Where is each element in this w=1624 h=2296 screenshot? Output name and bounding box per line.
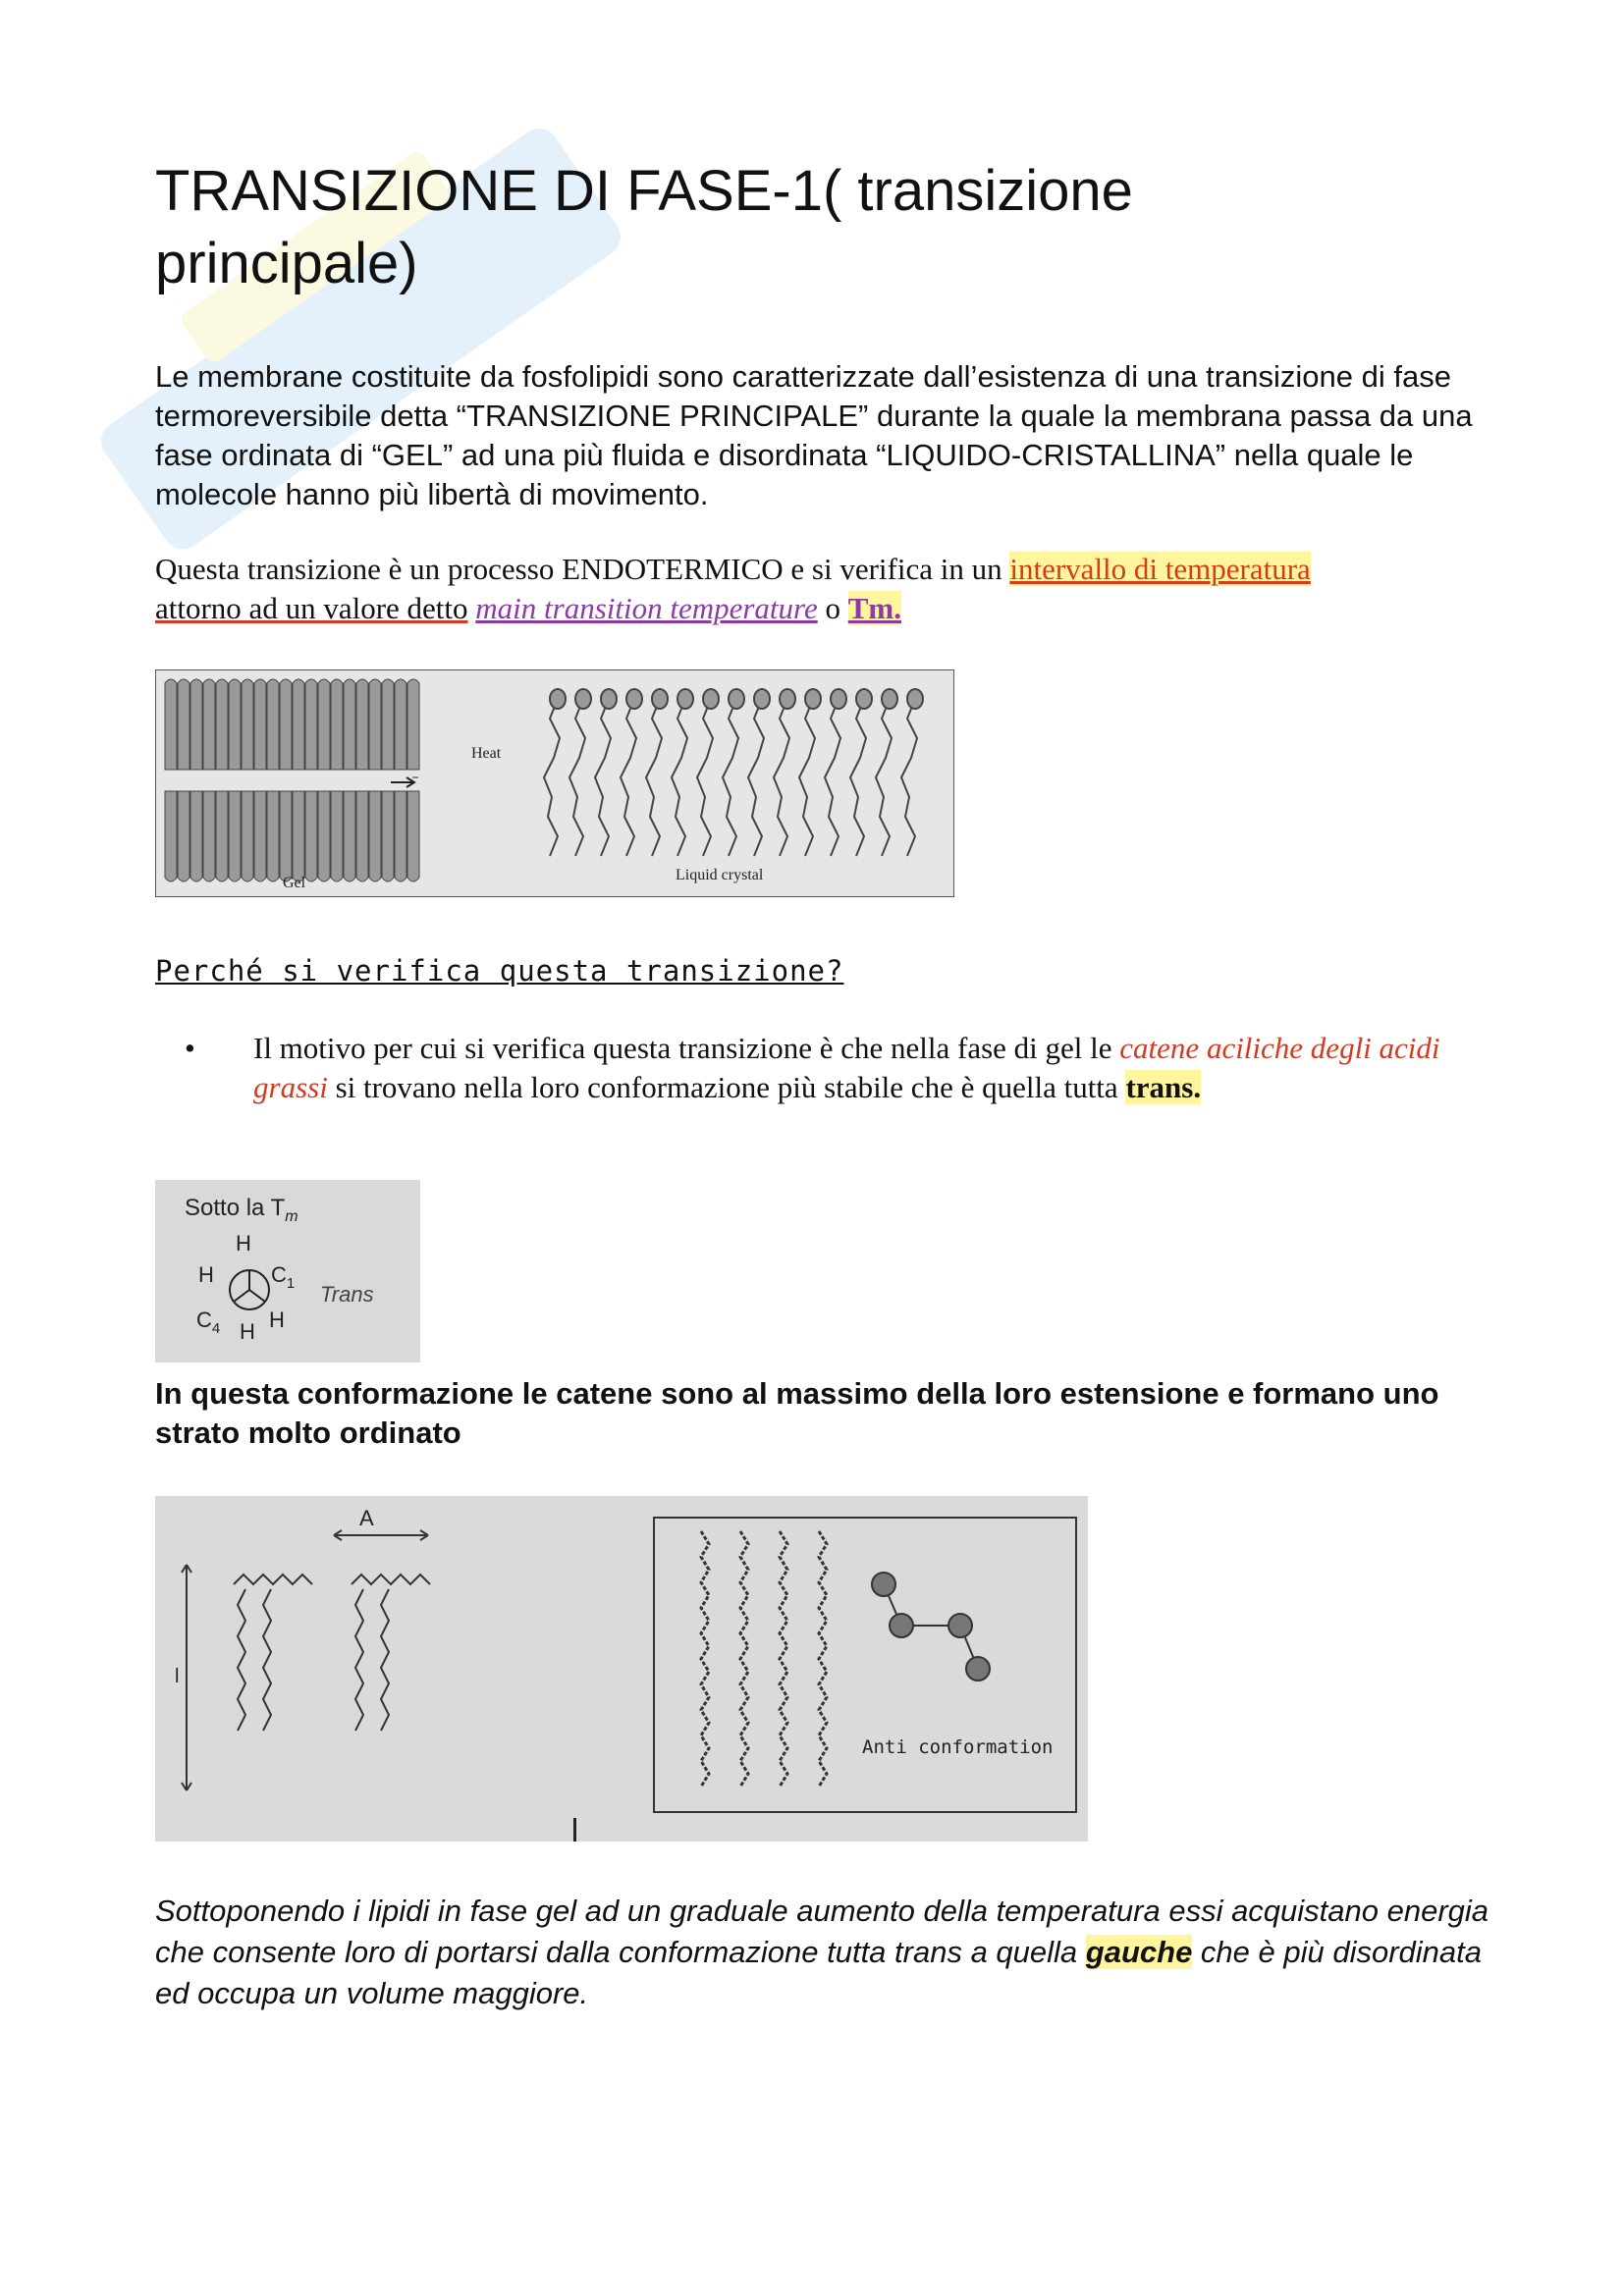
gel-lipid xyxy=(178,679,189,770)
page-title: TRANSIZIONE DI FASE-1( transizione principale) xyxy=(155,159,1133,295)
gel-lipid xyxy=(190,791,202,881)
a-dimension-arrow-icon xyxy=(334,1530,428,1540)
gel-lipid xyxy=(229,791,241,881)
liquid-crystal-head xyxy=(907,689,923,709)
l-label: l xyxy=(175,1666,180,1687)
chain-packing-figure xyxy=(155,1496,1088,1842)
liquid-crystal-label: Liquid crystal xyxy=(676,867,764,883)
gel-lipid xyxy=(305,679,317,770)
gel-label: Gel xyxy=(283,875,306,891)
liquid-crystal-head xyxy=(703,689,719,709)
gel-lipid xyxy=(395,791,406,881)
endothermic-paragraph xyxy=(155,550,1490,628)
final-text-2: che è più disordinata ed occupa un volume maggiore. xyxy=(155,1935,1483,2010)
bullet-item xyxy=(155,1029,1510,1107)
gel-liquid-crystal-diagram xyxy=(155,669,954,897)
newman-h-bottom: H xyxy=(240,1319,255,1344)
packed-chain xyxy=(819,1531,827,1787)
question-heading: Perché si verifica questa transizione? xyxy=(155,954,844,988)
gel-lipid xyxy=(254,679,266,770)
gel-lipid xyxy=(190,679,202,770)
figure-mark xyxy=(573,1818,576,1842)
gel-lipid xyxy=(165,791,177,881)
gel-lipid xyxy=(407,679,419,770)
gel-lipid xyxy=(280,679,292,770)
liquid-crystal-head xyxy=(831,689,846,709)
newman-h-left: H xyxy=(198,1262,214,1287)
gel-lipid xyxy=(407,791,419,881)
bullet-text-2: si trovano nella loro conformazione più stabile che è quella tutta xyxy=(327,1070,1126,1104)
gauche-label: gauche xyxy=(1085,1935,1193,1969)
intro-paragraph: Le membrane costituite da fosfolipidi sono caratterizzate dall’esistenza di una transizione di fase termoreversibile detta “TRANSIZIONE PRINCIPALE” durante la quale la membrana passa da una fase ordinata di “GEL” ad una più fluida e disordinata “LIQUIDO-CRISTALLINA” nella quale le molecole hanno più libertà di movimento. xyxy=(155,359,1473,511)
temperature-range-highlight: intervallo di temperatura xyxy=(1009,552,1311,586)
liquid-crystal-head xyxy=(677,689,693,709)
gel-lipid xyxy=(254,791,266,881)
endo-text-3: o xyxy=(817,591,848,625)
chain-packing-diagram xyxy=(155,1496,1088,1842)
bullet-marker: • xyxy=(185,1031,195,1065)
gel-lipid xyxy=(318,791,330,881)
final-text-1: Sottoponendo i lipidi in fase gel ad un graduale aumento della temperatura essi acquistano energia che consente loro di portarsi dalla conformazione tutta trans a quella xyxy=(155,1894,1489,1969)
gel-lipid xyxy=(267,791,279,881)
endo-text-2: attorno ad un valore detto xyxy=(155,591,468,625)
heat-label: Heat xyxy=(471,745,502,762)
trans-label: trans. xyxy=(1125,1070,1202,1104)
liquid-crystal-head xyxy=(575,689,591,709)
gel-lipid xyxy=(242,791,253,881)
gel-lipid xyxy=(229,679,241,770)
liquid-crystal-head xyxy=(780,689,795,709)
final-paragraph xyxy=(155,1891,1490,2014)
bullet-text-1: Il motivo per cui si verifica questa transizione è che nella fase di gel le xyxy=(253,1031,1120,1065)
gel-lipid xyxy=(293,791,304,881)
gel-lipid xyxy=(203,791,215,881)
gel-lipid xyxy=(344,679,355,770)
tm-label: Tm. xyxy=(847,591,901,625)
newman-c4: $C_4$ xyxy=(196,1308,221,1337)
packed-chain xyxy=(701,1531,709,1787)
l-dimension-arrow-icon xyxy=(182,1565,191,1790)
gel-lipid xyxy=(305,791,317,881)
gel-lipid xyxy=(356,791,368,881)
liquid-crystal-head xyxy=(882,689,897,709)
liquid-crystal-head xyxy=(805,689,821,709)
packed-chain xyxy=(780,1531,787,1787)
main-transition-temperature: main transition temperature xyxy=(475,591,818,625)
a-label: A xyxy=(359,1506,374,1530)
acyl-chains-text: catene aciliche degli acidi grassi xyxy=(253,1031,1440,1104)
gel-lipid xyxy=(356,679,368,770)
liquid-crystal-head xyxy=(856,689,872,709)
gel-lipid xyxy=(293,679,304,770)
liquid-crystal-head xyxy=(652,689,668,709)
anti-conformation-label: Anti conformation xyxy=(862,1736,1054,1758)
gel-lipid xyxy=(382,791,394,881)
gel-lipid xyxy=(331,679,343,770)
anti-molecule-icon xyxy=(872,1573,990,1681)
gel-lipid xyxy=(318,679,330,770)
liquid-crystal-head xyxy=(729,689,744,709)
lipid-chain-1-icon xyxy=(234,1575,312,1731)
newman-projection-figure xyxy=(155,1180,420,1362)
gel-lipid xyxy=(382,679,394,770)
gel-lipid xyxy=(344,791,355,881)
lipid-chain-2-icon xyxy=(352,1575,430,1731)
packed-chains xyxy=(701,1531,827,1787)
newman-projection-diagram xyxy=(155,1180,420,1362)
gel-lipid xyxy=(216,791,228,881)
gel-lipid xyxy=(178,791,189,881)
packed-chain xyxy=(740,1531,748,1787)
gel-lipid xyxy=(242,679,253,770)
liquid-crystal-head xyxy=(754,689,770,709)
liquid-crystal-head xyxy=(601,689,617,709)
newman-h-top: H xyxy=(236,1231,251,1255)
endo-text-1: Questa transizione è un processo ENDOTERMICO e si verifica in un xyxy=(155,552,1010,586)
gel-lipid xyxy=(267,679,279,770)
gel-liquid-crystal-figure xyxy=(155,669,954,897)
gel-lipid xyxy=(369,679,381,770)
gel-lipid xyxy=(280,791,292,881)
newman-caption: Sotto la $T_m$ xyxy=(185,1195,298,1225)
gel-lipid xyxy=(203,679,215,770)
gel-lipid xyxy=(216,679,228,770)
gel-lipid xyxy=(331,791,343,881)
gel-lipid xyxy=(395,679,406,770)
conformation-statement: In questa conformazione le catene sono al massimo della loro estensione e formano uno strato molto ordinato xyxy=(155,1376,1439,1450)
liquid-crystal-head xyxy=(626,689,642,709)
newman-c1: $C_1$ xyxy=(271,1262,296,1292)
gel-lipid xyxy=(165,679,177,770)
gel-lipid xyxy=(369,791,381,881)
anti-conformation-frame xyxy=(654,1518,1076,1812)
liquid-crystal-head xyxy=(550,689,566,709)
newman-h-right: H xyxy=(269,1308,285,1332)
newman-trans-label: Trans xyxy=(320,1282,374,1307)
newman-bonds-icon xyxy=(234,1270,265,1302)
